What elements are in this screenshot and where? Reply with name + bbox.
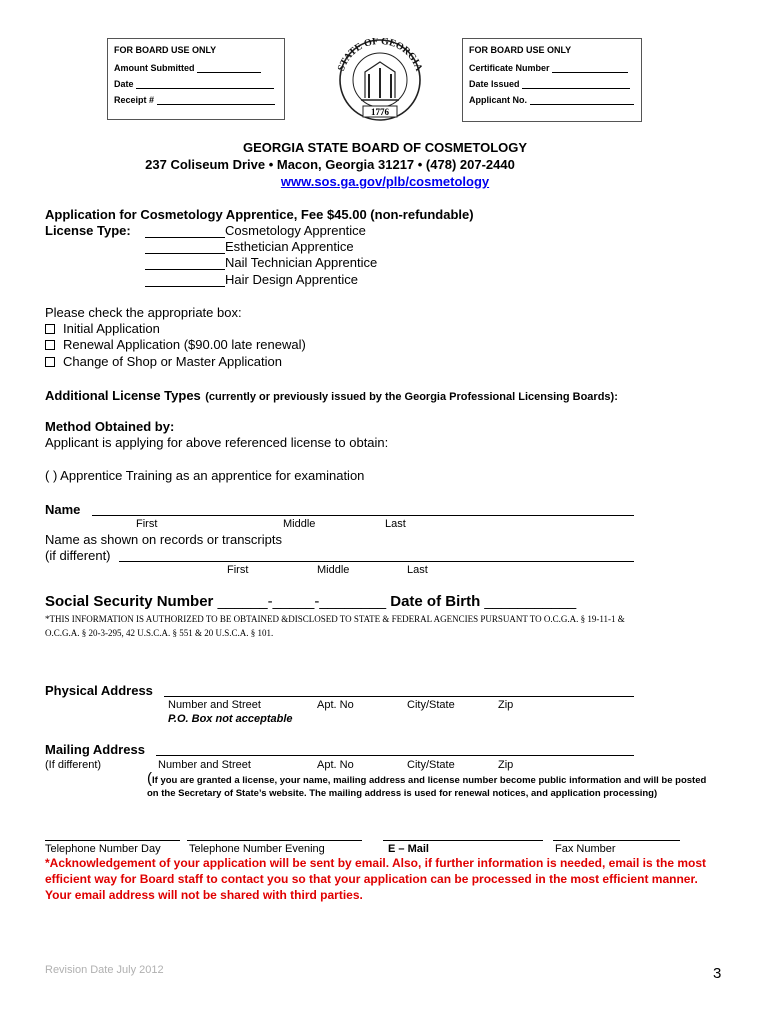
physical-address-input-line[interactable]: [164, 696, 634, 697]
physical-city-caption: City/State: [407, 699, 455, 711]
mailing-address-input-line[interactable]: [156, 755, 634, 756]
mailing-city-caption: City/State: [407, 759, 455, 771]
page-number: 3: [713, 965, 722, 982]
option-label: Hair Design Apprentice: [225, 272, 358, 287]
board-use-title: FOR BOARD USE ONLY: [114, 45, 217, 55]
telephone-day-caption: Telephone Number Day: [45, 843, 161, 855]
option-initial-application[interactable]: [45, 321, 160, 336]
field-label: Amount Submitted: [114, 63, 195, 73]
ssn-dob-row: [45, 593, 576, 610]
ssn-label: Social Security Number: [45, 593, 214, 610]
license-option-nail-technician[interactable]: [145, 255, 377, 270]
telephone-evening-input-line[interactable]: [187, 840, 362, 841]
alt-last-caption: Last: [407, 564, 428, 576]
option-label: Nail Technician Apprentice: [225, 255, 378, 270]
notice-text: If you are granted a license, your name, mailing address and license number become public information and will be posted on the Secretary of State’s website. The mailing address is used for renewal notices, and application processing): [147, 775, 707, 799]
applicant-no-field[interactable]: [469, 95, 634, 105]
name-middle-caption: Middle: [283, 518, 316, 530]
method-label: Method Obtained by:: [45, 419, 175, 434]
license-option-cosmetology[interactable]: [145, 223, 366, 238]
agency-title: GEORGIA STATE BOARD OF COSMETOLOGY: [242, 140, 528, 155]
option-label: Change of Shop or Master Application: [63, 354, 282, 369]
email-caption: E – Mail: [388, 843, 429, 855]
additional-label: Additional License Types: [45, 388, 201, 403]
field-label: Date Issued: [469, 79, 520, 89]
dob-label: Date of Birth: [390, 593, 481, 610]
physical-apt-caption: Apt. No: [317, 699, 354, 711]
seal-text: STATE OF GEORGIA: [335, 38, 425, 73]
date-issued-field[interactable]: [469, 79, 630, 89]
board-use-box-left: [107, 38, 285, 120]
option-renewal-application[interactable]: [45, 337, 306, 352]
alt-name-label: Name as shown on records or transcripts: [45, 532, 282, 547]
acknowledgement-notice: *Acknowledgement of your application will be sent by email. Also, if further information is needed, email is the most efficient way for Board staff to contact you so that your application can be processed in the most efficient manner. Your email address will not be shared with third parties.: [45, 856, 707, 902]
agency-address: 237 Coliseum Drive • Macon, Georgia 31217 • (478) 207-2440: [145, 157, 515, 172]
additional-note: (currently or previously issued by the Georgia Professional Licensing Boards):: [205, 391, 618, 403]
option-change-of-shop[interactable]: [45, 354, 282, 369]
check-box-prompt: Please check the appropriate box:: [45, 305, 242, 320]
certificate-number-field[interactable]: [469, 63, 628, 73]
alt-name-if-different: (if different): [45, 548, 111, 563]
mailing-if-different: (If different): [45, 759, 102, 771]
license-option-hair-design[interactable]: [145, 272, 358, 287]
field-label: Applicant No.: [469, 95, 527, 105]
checkbox-icon[interactable]: [45, 357, 55, 367]
mailing-zip-caption: Zip: [498, 759, 514, 771]
date-field[interactable]: [114, 79, 274, 89]
georgia-state-seal: [327, 38, 433, 122]
mailing-street-caption: Number and Street: [158, 759, 251, 771]
agency-website-link[interactable]: www.sos.ga.gov/plb/cosmetology: [280, 174, 490, 189]
dob-input[interactable]: ___________: [484, 593, 577, 610]
field-label: Date: [114, 79, 134, 89]
ssn-input[interactable]: ______-_____-________: [217, 593, 387, 610]
fax-caption: Fax Number: [555, 843, 616, 855]
mailing-apt-caption: Apt. No: [317, 759, 354, 771]
open-paren: (: [147, 770, 152, 787]
method-text: Applicant is applying for above referenced license to obtain:: [45, 435, 389, 450]
name-first-caption: First: [136, 518, 158, 530]
name-label: Name: [45, 502, 81, 517]
physical-address-label: Physical Address: [45, 683, 153, 698]
name-input-line[interactable]: [92, 515, 634, 516]
application-title: Application for Cosmetology Apprentice, Fee $45.00 (non-refundable): [45, 207, 474, 222]
option-label: Renewal Application ($90.00 late renewal): [63, 337, 306, 352]
checkbox-icon[interactable]: [45, 324, 55, 334]
apprentice-training-option[interactable]: ( ) Apprentice Training as an apprentice for examination: [45, 468, 365, 483]
seal-year: 1776: [371, 107, 389, 117]
field-label: Certificate Number: [469, 63, 550, 73]
revision-date: Revision Date July 2012: [45, 964, 164, 976]
license-type-label: License Type:: [45, 223, 131, 238]
po-box-note: P.O. Box not acceptable: [168, 713, 293, 725]
board-use-box-right: [462, 38, 642, 122]
additional-license-types: [45, 387, 618, 405]
license-option-esthetician[interactable]: [145, 239, 354, 254]
checkbox-icon[interactable]: [45, 340, 55, 350]
alt-first-caption: First: [227, 564, 249, 576]
name-last-caption: Last: [385, 518, 406, 530]
physical-street-caption: Number and Street: [168, 699, 261, 711]
telephone-day-input-line[interactable]: [45, 840, 180, 841]
alt-name-input-line[interactable]: [119, 561, 634, 562]
ssn-footnote-line2: O.C.G.A. § 20-3-295, 42 U.S.C.A. § 551 & 20 U.S.C.A. § 101.: [45, 628, 274, 638]
telephone-evening-caption: Telephone Number Evening: [189, 843, 325, 855]
amount-submitted-field[interactable]: [114, 63, 261, 73]
option-label: Cosmetology Apprentice: [225, 223, 366, 238]
alt-middle-caption: Middle: [317, 564, 350, 576]
option-label: Initial Application: [63, 321, 160, 336]
receipt-field[interactable]: [114, 95, 275, 105]
option-label: Esthetician Apprentice: [225, 239, 354, 254]
field-label: Receipt #: [114, 95, 155, 105]
email-input-line[interactable]: [383, 840, 543, 841]
mailing-address-label: Mailing Address: [45, 742, 145, 757]
ssn-footnote-line1: *THIS INFORMATION IS AUTHORIZED TO BE OBTAINED &DISCLOSED TO STATE & FEDERAL AGENCIES PURSUANT TO O.C.G.A. § 19-11-1 &: [45, 614, 625, 624]
board-use-title: FOR BOARD USE ONLY: [469, 45, 572, 55]
physical-zip-caption: Zip: [498, 699, 514, 711]
fax-input-line[interactable]: [553, 840, 680, 841]
public-info-notice: [147, 770, 712, 800]
